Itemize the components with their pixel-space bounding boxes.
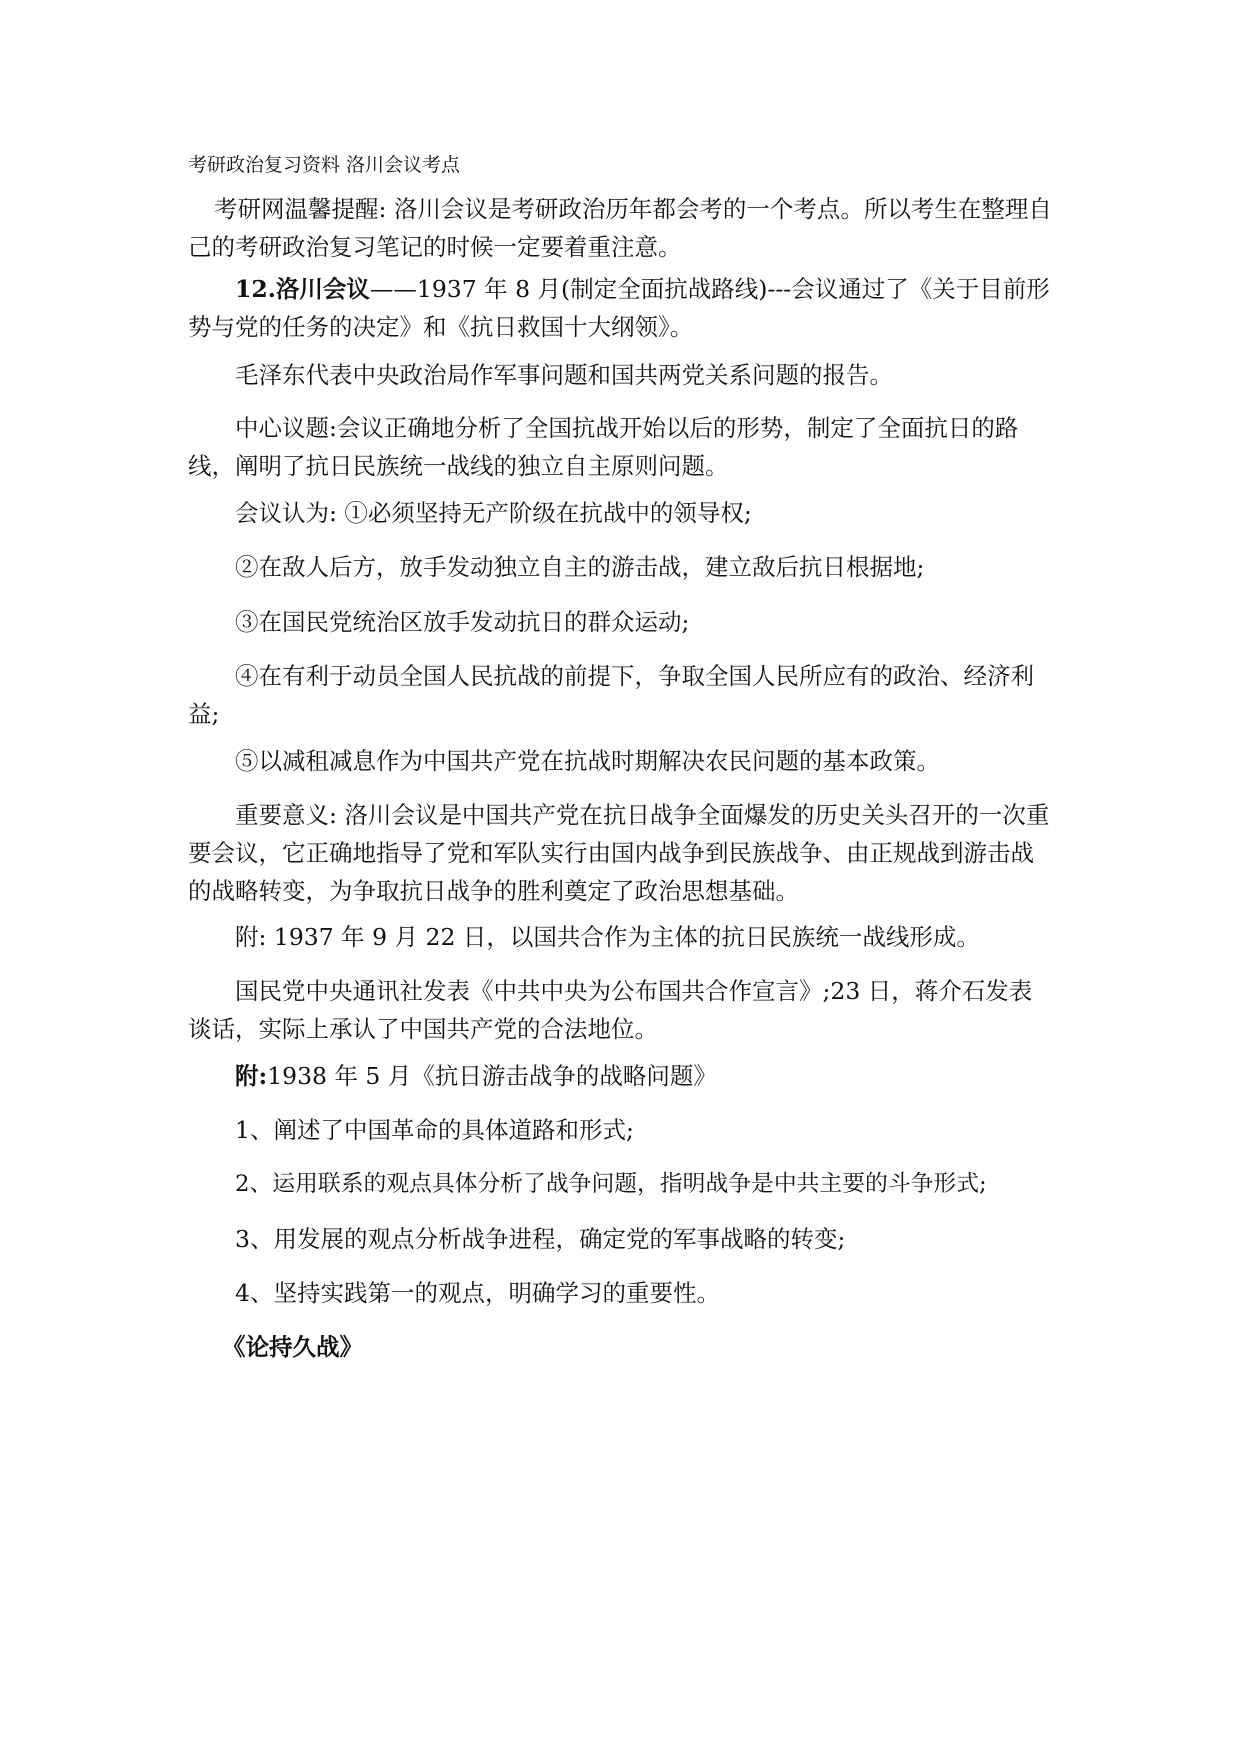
point-item: 1、阐述了中国革命的具体道路和形式;	[235, 1116, 634, 1144]
conclusion-item: ④在有利于动员全国人民抗战的前提下，争取全国人民所应有的政治、经济利益;	[188, 662, 1034, 728]
conclusion-item: ②在敌人后方，放手发动独立自主的游击战，建立敌后抗日根据地;	[235, 553, 925, 581]
report-paragraph: 毛泽东代表中央政治局作军事问题和国共两党关系问题的报告。	[235, 361, 893, 389]
appendix-1-paragraph: 附: 1937 年 9 月 22 日，以国共合作为主体的抗日民族统一战线形成。	[235, 923, 980, 951]
section-12-heading: 12.洛川会议	[235, 275, 370, 303]
central-topic-paragraph: 中心议题:会议正确地分析了全国抗战开始以后的形势，制定了全面抗日的路线，阐明了抗日民族统一战线的独立自主原则问题。	[188, 414, 1019, 480]
conclusion-item: ⑤以减租减息作为中国共产党在抗战时期解决农民问题的基本政策。	[235, 747, 940, 775]
appendix-2-paragraph	[188, 1057, 1053, 1095]
significance-paragraph: 重要意义: 洛川会议是中国共产党在抗日战争全面爆发的历史关头召开的一次重要会议，它正确地指导了党和军队实行由国内战争到民族战争、由正规战到游击战的战略转变，为争取抗日战争的胜利奠定了政治思想基础。	[188, 801, 1050, 905]
section-12-paragraph	[188, 270, 1053, 346]
point-item: 2、运用联系的观点具体分析了战争问题，指明战争是中共主要的斗争形式;	[235, 1171, 987, 1197]
conclusion-item: 会议认为: ①必须坚持无产阶级在抗战中的领导权;	[235, 499, 752, 527]
conclusion-item: ③在国民党统治区放手发动抗日的群众运动;	[235, 608, 690, 636]
document-title: 考研政治复习资料 洛川会议考点	[188, 154, 461, 176]
appendix-2-label: 附:	[235, 1062, 268, 1090]
next-section-heading: 《论持久战》	[222, 1333, 363, 1361]
appendix-2-text: 1938 年 5 月《抗日游击战争的战略问题》	[267, 1062, 717, 1090]
point-item: 3、用发展的观点分析战争进程，确定党的军事战略的转变;	[235, 1225, 846, 1253]
intro-paragraph: 考研网温馨提醒: 洛川会议是考研政治历年都会考的一个考点。所以考生在整理自己的考研政治复习笔记的时候一定要着重注意。	[188, 195, 1052, 261]
point-item: 4、坚持实践第一的观点，明确学习的重要性。	[235, 1279, 720, 1307]
kmt-paragraph: 国民党中央通讯社发表《中共中央为公布国共合作宣言》;23 日，蒋介石发表谈话，实际上承认了中国共产党的合法地位。	[188, 977, 1033, 1043]
section-12-text: ——1937 年 8 月(制定全面抗战路线)---会议通过了《关于目前形势与党的任务的决定》和《抗日救国十大纲领》。	[188, 275, 1050, 341]
